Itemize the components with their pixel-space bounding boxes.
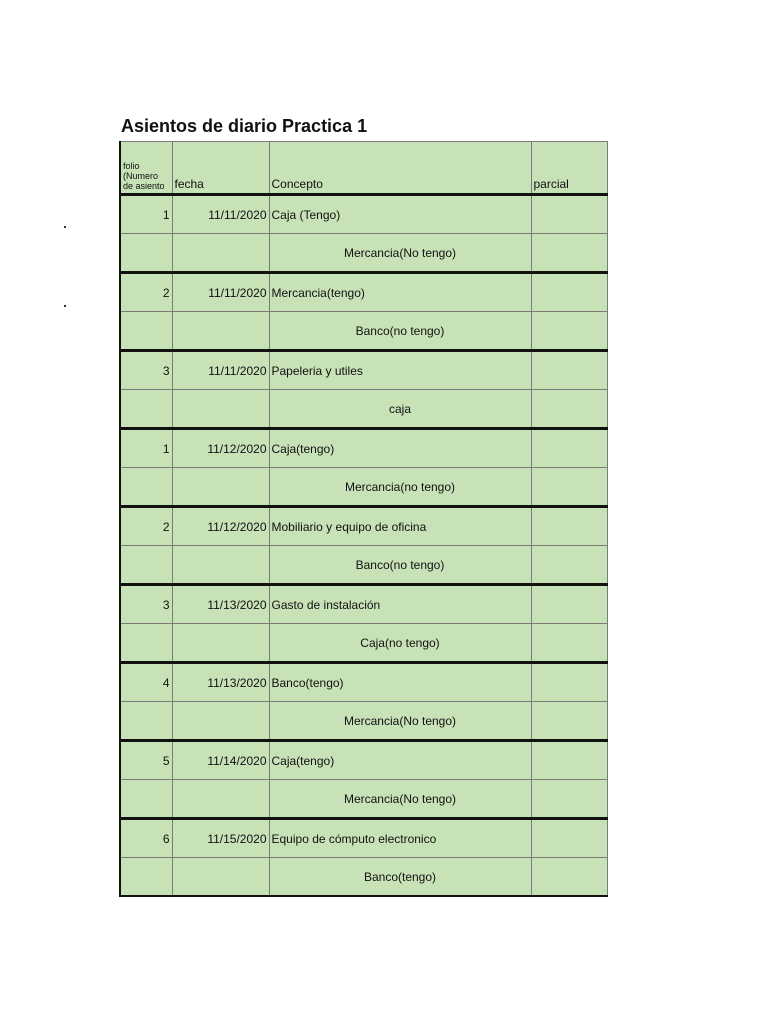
folio-cell — [120, 546, 172, 585]
concept-debit-cell: Equipo de cómputo electronico — [269, 819, 531, 858]
date-cell: 11/13/2020 — [172, 663, 269, 702]
folio-cell: 5 — [120, 741, 172, 780]
entry-credit-row — [120, 702, 607, 741]
header-row — [120, 142, 607, 195]
folio-cell — [120, 858, 172, 897]
date-cell — [172, 858, 269, 897]
folio-cell — [120, 312, 172, 351]
folio-cell — [120, 468, 172, 507]
header-fecha: fecha — [172, 142, 269, 195]
parcial-cell — [531, 351, 607, 390]
concept-credit-cell: Mercancia(No tengo) — [269, 234, 531, 273]
concept-debit-cell: Banco(tengo) — [269, 663, 531, 702]
date-cell: 11/13/2020 — [172, 585, 269, 624]
date-cell — [172, 234, 269, 273]
entry-debit-row — [120, 585, 607, 624]
date-cell — [172, 390, 269, 429]
date-cell — [172, 624, 269, 663]
parcial-cell — [531, 546, 607, 585]
entry-debit-row — [120, 819, 607, 858]
entry-debit-row — [120, 741, 607, 780]
margin-dot — [64, 305, 66, 307]
journal-table — [119, 141, 608, 897]
folio-cell: 6 — [120, 819, 172, 858]
folio-cell: 3 — [120, 351, 172, 390]
entry-debit-row — [120, 507, 607, 546]
folio-cell: 4 — [120, 663, 172, 702]
folio-cell — [120, 234, 172, 273]
date-cell: 11/15/2020 — [172, 819, 269, 858]
parcial-cell — [531, 819, 607, 858]
entry-credit-row — [120, 390, 607, 429]
concept-debit-cell: Mobiliario y equipo de oficina — [269, 507, 531, 546]
parcial-cell — [531, 312, 607, 351]
concept-credit-cell: Banco(tengo) — [269, 858, 531, 897]
concept-debit-cell: Caja (Tengo) — [269, 195, 531, 234]
concept-debit-cell: Papeleria y utiles — [269, 351, 531, 390]
date-cell — [172, 312, 269, 351]
folio-cell — [120, 624, 172, 663]
parcial-cell — [531, 741, 607, 780]
entry-credit-row — [120, 858, 607, 897]
margin-dot — [64, 226, 66, 228]
parcial-cell — [531, 702, 607, 741]
header-concepto: Concepto — [269, 142, 531, 195]
date-cell: 11/11/2020 — [172, 351, 269, 390]
parcial-cell — [531, 195, 607, 234]
date-cell — [172, 468, 269, 507]
concept-credit-cell: Caja(no tengo) — [269, 624, 531, 663]
parcial-cell — [531, 273, 607, 312]
concept-debit-cell: Caja(tengo) — [269, 429, 531, 468]
folio-cell — [120, 780, 172, 819]
entry-credit-row — [120, 468, 607, 507]
folio-cell: 1 — [120, 195, 172, 234]
entry-debit-row — [120, 429, 607, 468]
parcial-cell — [531, 429, 607, 468]
entry-debit-row — [120, 351, 607, 390]
header-folio: folio (Numero de asiento — [120, 142, 172, 195]
parcial-cell — [531, 585, 607, 624]
entry-debit-row — [120, 663, 607, 702]
folio-cell: 1 — [120, 429, 172, 468]
concept-credit-cell: Mercancia(No tengo) — [269, 702, 531, 741]
concept-credit-cell: Banco(no tengo) — [269, 546, 531, 585]
parcial-cell — [531, 858, 607, 897]
folio-cell — [120, 390, 172, 429]
date-cell: 11/12/2020 — [172, 507, 269, 546]
concept-credit-cell: caja — [269, 390, 531, 429]
page-title: Asientos de diario Practica 1 — [121, 116, 368, 136]
date-cell — [172, 780, 269, 819]
entry-credit-row — [120, 780, 607, 819]
concept-credit-cell: Mercancia(No tengo) — [269, 780, 531, 819]
concept-debit-cell: Gasto de instalación — [269, 585, 531, 624]
concept-debit-cell: Caja(tengo) — [269, 741, 531, 780]
concept-debit-cell: Mercancia(tengo) — [269, 273, 531, 312]
concept-credit-cell: Mercancia(no tengo) — [269, 468, 531, 507]
concept-credit-cell: Banco(no tengo) — [269, 312, 531, 351]
date-cell — [172, 546, 269, 585]
parcial-cell — [531, 663, 607, 702]
parcial-cell — [531, 780, 607, 819]
entry-credit-row — [120, 234, 607, 273]
entry-debit-row — [120, 195, 607, 234]
parcial-cell — [531, 390, 607, 429]
entry-credit-row — [120, 312, 607, 351]
entry-credit-row — [120, 624, 607, 663]
parcial-cell — [531, 234, 607, 273]
folio-cell: 3 — [120, 585, 172, 624]
date-cell: 11/11/2020 — [172, 273, 269, 312]
parcial-cell — [531, 507, 607, 546]
date-cell: 11/11/2020 — [172, 195, 269, 234]
entry-credit-row — [120, 546, 607, 585]
parcial-cell — [531, 468, 607, 507]
folio-cell: 2 — [120, 273, 172, 312]
header-parcial: parcial — [531, 142, 607, 195]
date-cell — [172, 702, 269, 741]
date-cell: 11/12/2020 — [172, 429, 269, 468]
entry-debit-row — [120, 273, 607, 312]
date-cell: 11/14/2020 — [172, 741, 269, 780]
folio-cell: 2 — [120, 507, 172, 546]
folio-cell — [120, 702, 172, 741]
parcial-cell — [531, 624, 607, 663]
